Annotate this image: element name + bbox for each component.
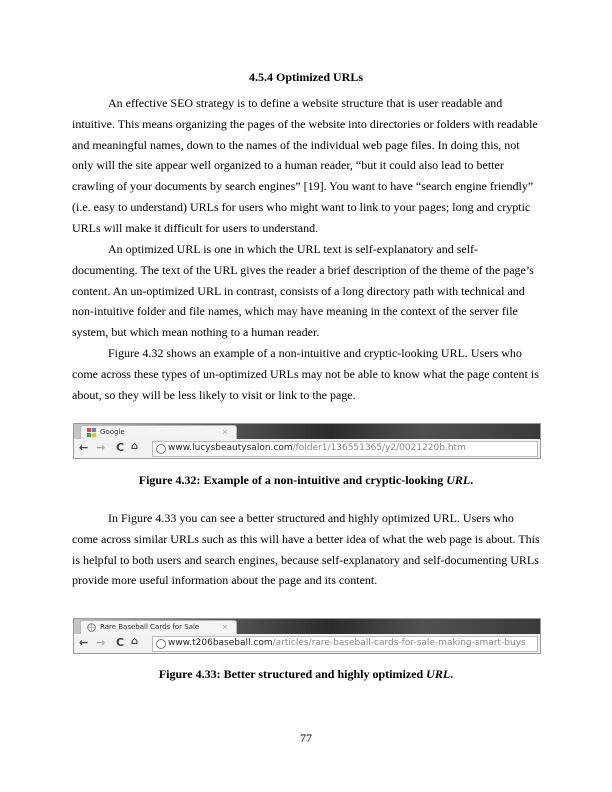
browser-tab: [80, 620, 237, 635]
paragraph-1-text: An effective SEO strategy is to define a website structure that is user readable and intuitive. This means organizing the pages of the website into directories or folders with readable and meaningful names, down to the names of the individual web page files. In doing this, not only will the site appear well organized to a human reader, “but it could also lead to better crawling of your documents by search engines” [19]. You want to have “search engine friendly” (i.e. easy to understand) URLs for users who might want to link to your pages; long and cryptic URLs will make it difficult for users to understand.: [72, 96, 538, 235]
paragraph-2: [72, 239, 540, 343]
url-path: /articles/rare-baseball-cards-for-sale-making-smart-buys: [272, 638, 526, 648]
url-host: www.lucysbeautysalon.com: [168, 443, 293, 453]
back-arrow-icon: ←: [79, 441, 89, 454]
globe-icon: [156, 639, 166, 649]
caption-emphasis: URL: [446, 473, 471, 487]
caption-end: .: [470, 473, 474, 487]
address-bar: [152, 441, 538, 457]
caption-end: .: [450, 667, 454, 681]
figure-4-32-browser-screenshot: [73, 423, 541, 459]
tab-title: Google: [100, 428, 125, 436]
tab-strip: [74, 619, 540, 634]
forward-arrow-icon: →: [96, 441, 106, 454]
browser-toolbar: [74, 634, 540, 653]
page-number: 77: [300, 731, 312, 745]
google-favicon-icon: [87, 428, 96, 437]
paragraph-4-text: In Figure 4.33 you can see a better structured and highly optimized URL. Users who come across similar URLs such as this will have a better idea of what the web page is about. This is helpful to both users and search engines, because self-explanatory and self-documenting URLs provide more useful information about the page and its content.: [72, 511, 540, 588]
home-icon: ⌂: [131, 636, 139, 647]
paragraph-4: [72, 508, 540, 591]
reload-icon: C: [116, 441, 125, 454]
browser-toolbar: [74, 439, 540, 458]
back-arrow-icon: ←: [79, 636, 89, 649]
url-host: www.t206baseball.com: [168, 638, 273, 648]
caption-emphasis: URL: [426, 667, 451, 681]
tab-title: Rare Baseball Cards for Sale: [100, 623, 200, 631]
browser-tab: [80, 425, 237, 440]
globe-favicon-icon: [87, 623, 96, 632]
paragraph-3-text: Figure 4.32 shows an example of a non-intuitive and cryptic-looking URL. Users who come across these types of un-optimized URLs may not be able to know what the page content is about, so they will be less likely to visit or link to the page.: [72, 346, 539, 402]
reload-icon: C: [116, 636, 125, 649]
figure-4-33-caption: [0, 667, 612, 682]
close-icon: ×: [222, 623, 228, 631]
paragraph-3: [72, 343, 540, 405]
tab-strip: [74, 424, 540, 439]
paragraph-2-text: An optimized URL is one in which the URL text is self-explanatory and self-documenting. The text of the URL gives the reader a brief description of the theme of the page’s content. An un-optimized URL in contrast, consists of a long directory path with technical and non-intuitive folder and file names, which may have meaning in the context of the server file system, but which mean nothing to a human reader.: [72, 242, 534, 340]
paragraph-1: [72, 93, 540, 239]
forward-arrow-icon: →: [96, 636, 106, 649]
home-icon: ⌂: [131, 441, 139, 452]
caption-text: Figure 4.33: Better structured and highly optimized: [158, 667, 427, 681]
caption-text: Figure 4.32: Example of a non-intuitive and cryptic-looking: [138, 473, 447, 487]
globe-icon: [156, 444, 166, 454]
section-heading: 4.5.4 Optimized URLs: [249, 70, 363, 84]
close-icon: ×: [222, 428, 228, 436]
url-path: /folder1/136551365/y2/0021220b.htm: [292, 443, 466, 453]
figure-4-33-browser-screenshot: [73, 618, 541, 654]
figure-4-32-caption: [0, 473, 612, 488]
address-bar: [152, 636, 538, 652]
